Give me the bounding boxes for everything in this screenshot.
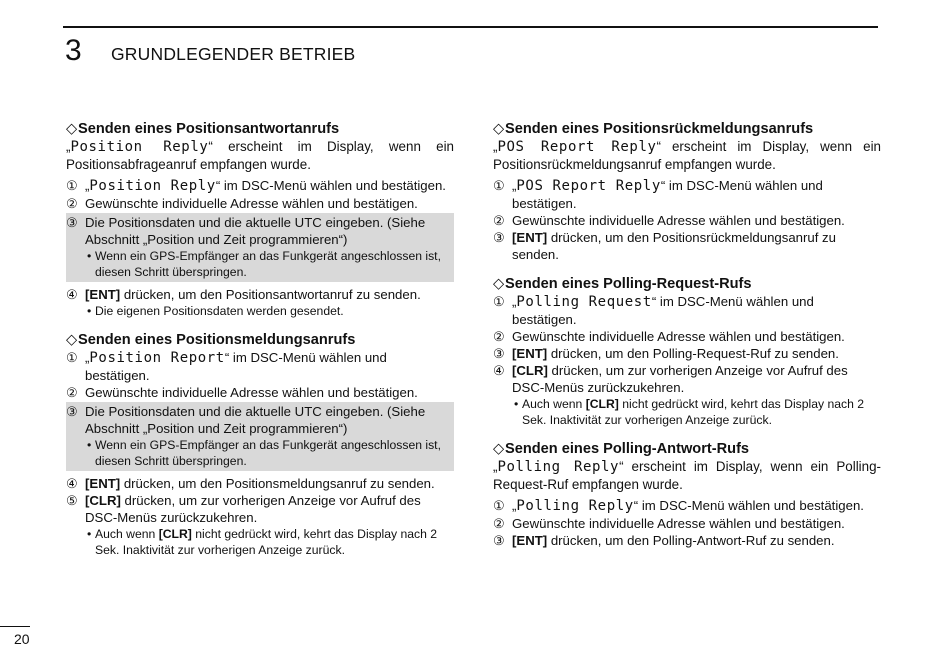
lcd-text: POS Report Reply bbox=[516, 178, 661, 194]
step-3: ③ [ENT] drücken, um den Polling-Request-Ruf zu senden. bbox=[493, 346, 839, 361]
diamond-icon: ◇ bbox=[493, 276, 505, 292]
step-3: ③ [ENT] drücken, um den Positionsrückmeldungsanruf zu senden. bbox=[493, 230, 836, 262]
diamond-icon: ◇ bbox=[493, 121, 505, 137]
lcd-text: Position Report bbox=[89, 350, 225, 366]
step-note: • Wenn ein GPS-Empfänger an das Funkgerät angeschlossen ist, diesen Schritt überspringen. bbox=[87, 249, 441, 279]
step-4: ④ [CLR] drücken, um zur vorherigen Anzeige vor Aufruf des DSC-Menüs zurückzukehren. bbox=[493, 363, 848, 395]
lcd-text: Polling Reply bbox=[497, 459, 620, 475]
right-column bbox=[493, 120, 881, 549]
step-4: ④ [ENT] drücken, um den Positionsantwortanruf zu senden. bbox=[66, 287, 421, 302]
lcd-text: Position Reply bbox=[70, 139, 209, 155]
chapter-title: GRUNDLEGENDER BETRIEB bbox=[111, 44, 356, 64]
step-3: ③ Die Positionsdaten und die aktuelle UTC eingeben. (Siehe Abschnitt „Position und Zeit programmieren“) bbox=[66, 215, 426, 247]
section-pos-report-reply bbox=[493, 120, 881, 263]
page-number: 20 bbox=[14, 631, 30, 647]
key-ent: [ENT] bbox=[85, 476, 121, 491]
step-3: ③ [ENT] drücken, um den Polling-Antwort-Ruf zu senden. bbox=[493, 533, 835, 548]
diamond-icon: ◇ bbox=[493, 441, 505, 457]
key-ent: [ENT] bbox=[512, 230, 548, 245]
shaded-step-box bbox=[66, 402, 454, 471]
step-1: ① „POS Report Reply“ im DSC-Menü wählen und bestätigen. bbox=[493, 178, 823, 211]
key-clr: [CLR] bbox=[158, 527, 192, 541]
step-1: ① „Polling Request“ im DSC-Menü wählen und bestätigen. bbox=[493, 294, 814, 327]
key-ent: [ENT] bbox=[512, 533, 548, 548]
key-ent: [ENT] bbox=[85, 287, 121, 302]
step-1: ① „Position Reply“ im DSC-Menü wählen und bestätigen. bbox=[66, 178, 446, 194]
diamond-icon: ◇ bbox=[66, 121, 78, 137]
section-title: ◇Senden eines Positionsmeldungsanrufs bbox=[66, 332, 356, 348]
key-clr: [CLR] bbox=[585, 397, 619, 411]
step-2: ② Gewünschte individuelle Adresse wählen und bestätigen. bbox=[493, 516, 845, 531]
step-2: ② Gewünschte individuelle Adresse wählen und bestätigen. bbox=[493, 213, 845, 228]
step-4: ④ [ENT] drücken, um den Positionsmeldungsanruf zu senden. bbox=[66, 476, 435, 491]
step-2: ② Gewünschte individuelle Adresse wählen und bestätigen. bbox=[493, 329, 845, 344]
top-rule bbox=[63, 26, 878, 28]
section-position-report bbox=[66, 331, 454, 558]
step-1: ① „Position Report“ im DSC-Menü wählen und bestätigen. bbox=[66, 350, 387, 383]
shaded-step-box bbox=[66, 213, 454, 282]
step-note: • Auch wenn [CLR] nicht gedrückt wird, kehrt das Display nach 2 Sek. Inaktivität zur vorherigen Anzeige zurück. bbox=[87, 527, 438, 557]
section-intro: „POS Report Reply“ erscheint im Display, wenn ein Positionsrückmeldungsanruf empfangen wurde. bbox=[493, 139, 881, 172]
step-2: ② Gewünschte individuelle Adresse wählen und bestätigen. bbox=[66, 196, 418, 211]
section-polling-request bbox=[493, 275, 881, 428]
diamond-icon: ◇ bbox=[66, 332, 78, 348]
section-polling-reply bbox=[493, 440, 881, 549]
section-intro: „Polling Reply“ erscheint im Display, wenn ein Polling-Request-Ruf empfangen wurde. bbox=[493, 459, 881, 492]
lcd-text: Polling Reply bbox=[516, 498, 634, 514]
section-title: ◇Senden eines Positionsantwortanrufs bbox=[66, 121, 340, 137]
step-3: ③ Die Positionsdaten und die aktuelle UTC eingeben. (Siehe Abschnitt „Position und Zeit programmieren“) bbox=[66, 404, 426, 436]
lcd-text: POS Report Reply bbox=[497, 139, 657, 155]
section-intro: „Position Reply“ erscheint im Display, wenn ein Positionsabfrageanruf empfangen wurde. bbox=[66, 139, 454, 172]
chapter-number: 3 bbox=[65, 34, 82, 67]
key-clr: [CLR] bbox=[85, 493, 121, 508]
step-1: ① „Polling Reply“ im DSC-Menü wählen und bestätigen. bbox=[493, 498, 864, 514]
section-title: ◇Senden eines Polling-Request-Rufs bbox=[493, 276, 752, 292]
lcd-text: Polling Request bbox=[516, 294, 652, 310]
step-note: • Die eigenen Positionsdaten werden gesendet. bbox=[87, 304, 344, 318]
key-ent: [ENT] bbox=[512, 346, 548, 361]
step-5: ⑤ [CLR] drücken, um zur vorherigen Anzeige vor Aufruf des DSC-Menüs zurückzukehren. bbox=[66, 493, 421, 525]
section-title: ◇Senden eines Polling-Antwort-Rufs bbox=[493, 441, 750, 457]
step-note: • Auch wenn [CLR] nicht gedrückt wird, kehrt das Display nach 2 Sek. Inaktivität zur vorherigen Anzeige zurück. bbox=[514, 397, 865, 427]
lcd-text: Position Reply bbox=[89, 178, 216, 194]
step-2: ② Gewünschte individuelle Adresse wählen und bestätigen. bbox=[66, 385, 418, 400]
section-title: ◇Senden eines Positionsrückmeldungsanrufs bbox=[493, 121, 814, 137]
left-column bbox=[66, 120, 454, 558]
key-clr: [CLR] bbox=[512, 363, 548, 378]
step-note: • Wenn ein GPS-Empfänger an das Funkgerät angeschlossen ist, diesen Schritt überspringen. bbox=[87, 438, 441, 468]
page-number-rule bbox=[0, 626, 30, 627]
section-position-reply bbox=[66, 120, 454, 319]
